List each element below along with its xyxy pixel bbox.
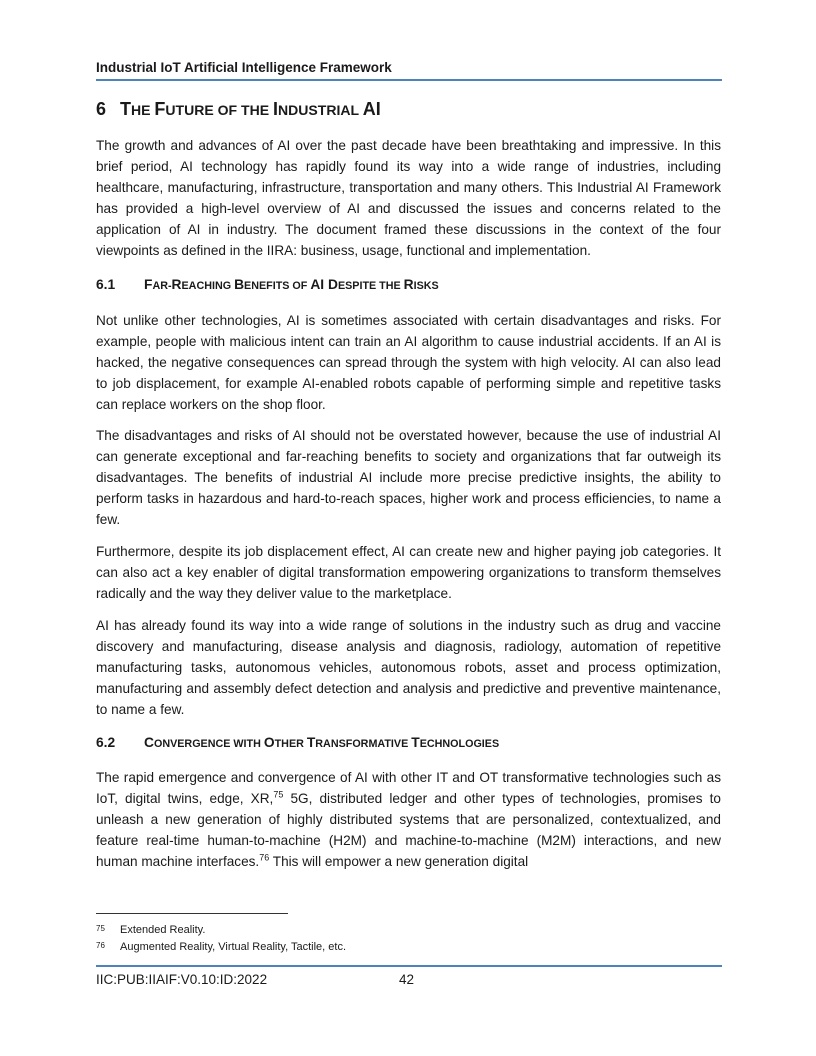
footer-rule [96, 965, 722, 967]
document-id: IIC:PUB:IIAIF:V0.10:ID:2022 [96, 972, 268, 987]
paragraph-convergence: The rapid emergence and convergence of AI with other IT and OT transformative technologies such as IoT, digital twins, edge, XR,$^{75}$ 5G, distributed ledger and other types of technologies, promises to unleash a new generation of highly distributed systems that are personalized, contextualized, and feature real-time human-to-machine (H2M) and machine-to-machine (M2M) interactions, and new human machine interfaces.$^{76}$ This will empower a new generation digital [96, 770, 721, 869]
subsection-heading-6-1: 6.1 FAR-REACHING BENEFITS OF AI DESPITE THE RISKS [96, 277, 439, 292]
footnote-ref-75[interactable]: 75 [273, 789, 284, 800]
paragraph-benefits: The disadvantages and risks of AI should not be overstated however, because the use of industrial AI can generate exceptional and far-reaching benefits to society and organizations that far outweigh its disadvantages. The benefits of industrial AI include more precise predictive insights, the ability to perform tasks in hazardous and hard-to-reach spaces, higher work and process efficiencies, to name a few. [96, 428, 721, 527]
subsection-heading-6-2: 6.2 CONVERGENCE WITH OTHER TRANSFORMATIVE TECHNOLOGIES [96, 735, 500, 750]
paragraph-job-categories: Furthermore, despite its job displacement effect, AI can create new and higher paying job categories. It can also act a key enabler of digital transformation empowering organizations to transform themselves radically and the way they deliver value to the marketplace. [96, 544, 721, 601]
footnote-ref-76[interactable]: 76 [259, 852, 270, 863]
footnote-rule [96, 913, 288, 914]
footnote-76: 76 Augmented Reality, Virtual Reality, Tactile, etc. [96, 941, 347, 953]
section-number: 6 [96, 99, 107, 119]
paragraph-risks: Not unlike other technologies, AI is sometimes associated with certain disadvantages and risks. For example, people with malicious intent can train an AI algorithm to cause industrial accidents. If an AI is hacked, the negative consequences can spread through the system with high velocity. AI can also lead to job displacement, for example AI-enabled robots capable of performing simple and repetitive tasks can replace workers on the shop floor. [96, 313, 721, 412]
header-rule [96, 79, 722, 81]
paragraph-applications: AI has already found its way into a wide range of solutions in the industry such as drug and vaccine discovery and manufacturing, disease analysis and diagnosis, radiology, automation of repetitive manufacturing tasks, autonomous vehicles, autonomous robots, asset and process optimization, manufacturing and assembly defect detection and analysis and predictive and preventive maintenance, to name a few. [96, 618, 721, 717]
section-heading: 6 THE FUTURE OF THE INDUSTRIAL AI [96, 99, 381, 119]
running-header: Industrial IoT Artificial Intelligence Framework [96, 60, 392, 75]
page-number: 42 [399, 972, 415, 987]
footnote-75: 75 Extended Reality. [96, 924, 206, 936]
intro-paragraph: The growth and advances of AI over the past decade have been breathtaking and impressive. In this brief period, AI technology has rapidly found its way into a wide range of industries, including healthcare, manufacturing, infrastructure, transportation and many others. This Industrial AI Framework has provided a high-level overview of AI and discussed the issues and concerns related to the application of AI in industry. The document framed these discussions in the context of the four viewpoints as defined in the IIRA: business, usage, functional and implementation. [96, 138, 721, 258]
